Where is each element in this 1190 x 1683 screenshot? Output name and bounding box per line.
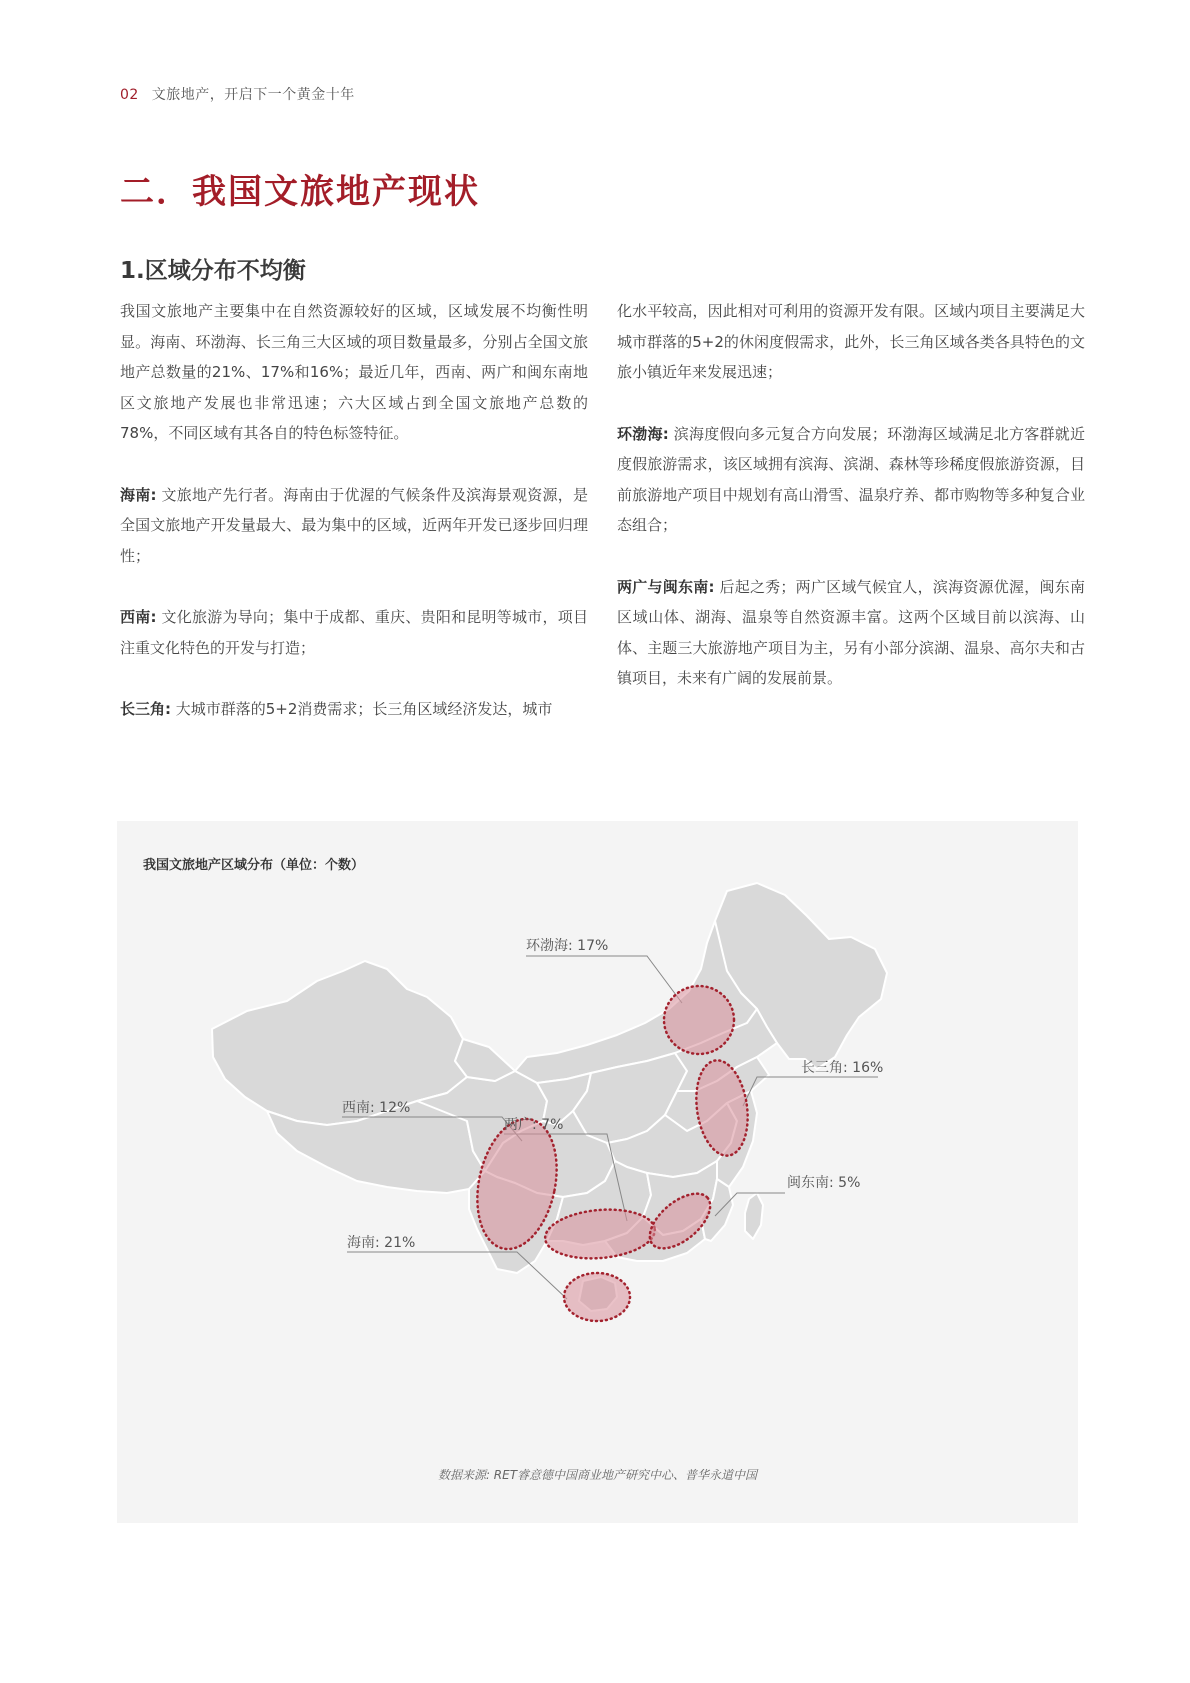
map-title: 我国文旅地产区域分布（单位：个数）	[143, 858, 365, 873]
callout-huanbohai: 环渤海: 17%	[526, 938, 609, 954]
highlight-hainan	[564, 1273, 630, 1321]
callout-hainan: 海南: 21%	[347, 1235, 416, 1251]
running-header	[120, 84, 355, 104]
label-xinan: 西南:	[120, 608, 157, 626]
paragraph-changsanjiao: 长三角: 大城市群落的5+2消费需求；长三角区域经济发达，城市	[120, 700, 553, 718]
callout-changsanjiao: 长三角: 16%	[801, 1060, 884, 1076]
section-title: 1.区域分布不均衡	[120, 258, 306, 284]
paragraph-intro: 我国文旅地产主要集中在自然资源较好的区域，区域发展不均衡性明显。海南、环渤海、长三角三大区域的项目数量最多，分别占全国文旅地产总数量的21%、17%和16%；最近几年，西南、两广和闽东南地区文旅地产发展也非常迅速；六大区域占到全国文旅地产总数的78%，不同区域有其各自的特色标签特征。	[120, 302, 588, 442]
label-changsanjiao: 长三角:	[120, 700, 171, 718]
china-map	[117, 821, 1078, 1523]
callout-xinan: 西南: 12%	[342, 1100, 411, 1116]
paragraph-xinan: 西南: 文化旅游为导向；集中于成都、重庆、贵阳和昆明等城市，项目注重文化特色的开发与打造；	[120, 608, 588, 657]
map-figure	[117, 821, 1078, 1523]
left-column	[120, 296, 588, 756]
running-title: 文旅地产，开启下一个黄金十年	[151, 87, 355, 103]
paragraph-huanbohai: 环渤海: 滨海度假向多元复合方向发展；环渤海区域满足北方客群就近度假旅游需求，该区域拥有滨海、滨湖、森林等珍稀度假旅游资源，目前旅游地产项目中规划有高山滑雪、温泉疗养、都市购物等多种复合业态组合；	[617, 424, 1086, 534]
label-huanbohai: 环渤海:	[617, 424, 669, 443]
label-liangguang: 两广与闽东南:	[617, 577, 715, 596]
right-column	[617, 296, 1085, 725]
highlight-huanbohai	[664, 986, 734, 1054]
page-number: 02	[120, 87, 139, 103]
callout-liangguang: 两广: 7%	[504, 1117, 564, 1133]
paragraph-hainan: 海南: 文旅地产先行者。海南由于优渥的气候条件及滨海景观资源，是全国文旅地产开发量最大、最为集中的区域，近两年开发已逐步回归理性；	[120, 485, 588, 565]
label-hainan: 海南:	[120, 485, 157, 504]
region-taiwan	[745, 1193, 763, 1239]
map-source: 数据来源: RET睿意德中国商业地产研究中心、普华永道中国	[437, 1468, 758, 1482]
callout-mindongnan: 闽东南: 5%	[787, 1175, 861, 1191]
paragraph-changsanjiao-cont: 化水平较高，因此相对可利用的资源开发有限。区域内项目主要满足大城市群落的5+2的休闲度假需求，此外，长三角区域各类各具特色的文旅小镇近年来发展迅速；	[617, 302, 1085, 381]
paragraph-liangguang: 两广与闽东南: 后起之秀；两广区域气候宜人，滨海资源优渥，闽东南区域山体、湖海、温泉等自然资源丰富。这两个区域目前以滨海、山体、主题三大旅游地产项目为主，另有小部分滨湖、温泉、高尔夫和古镇项目，未来有广阔的发展前景。	[617, 577, 1085, 687]
leader-huanbohai	[526, 956, 682, 1003]
chapter-title: 二．我国文旅地产现状	[120, 172, 480, 212]
